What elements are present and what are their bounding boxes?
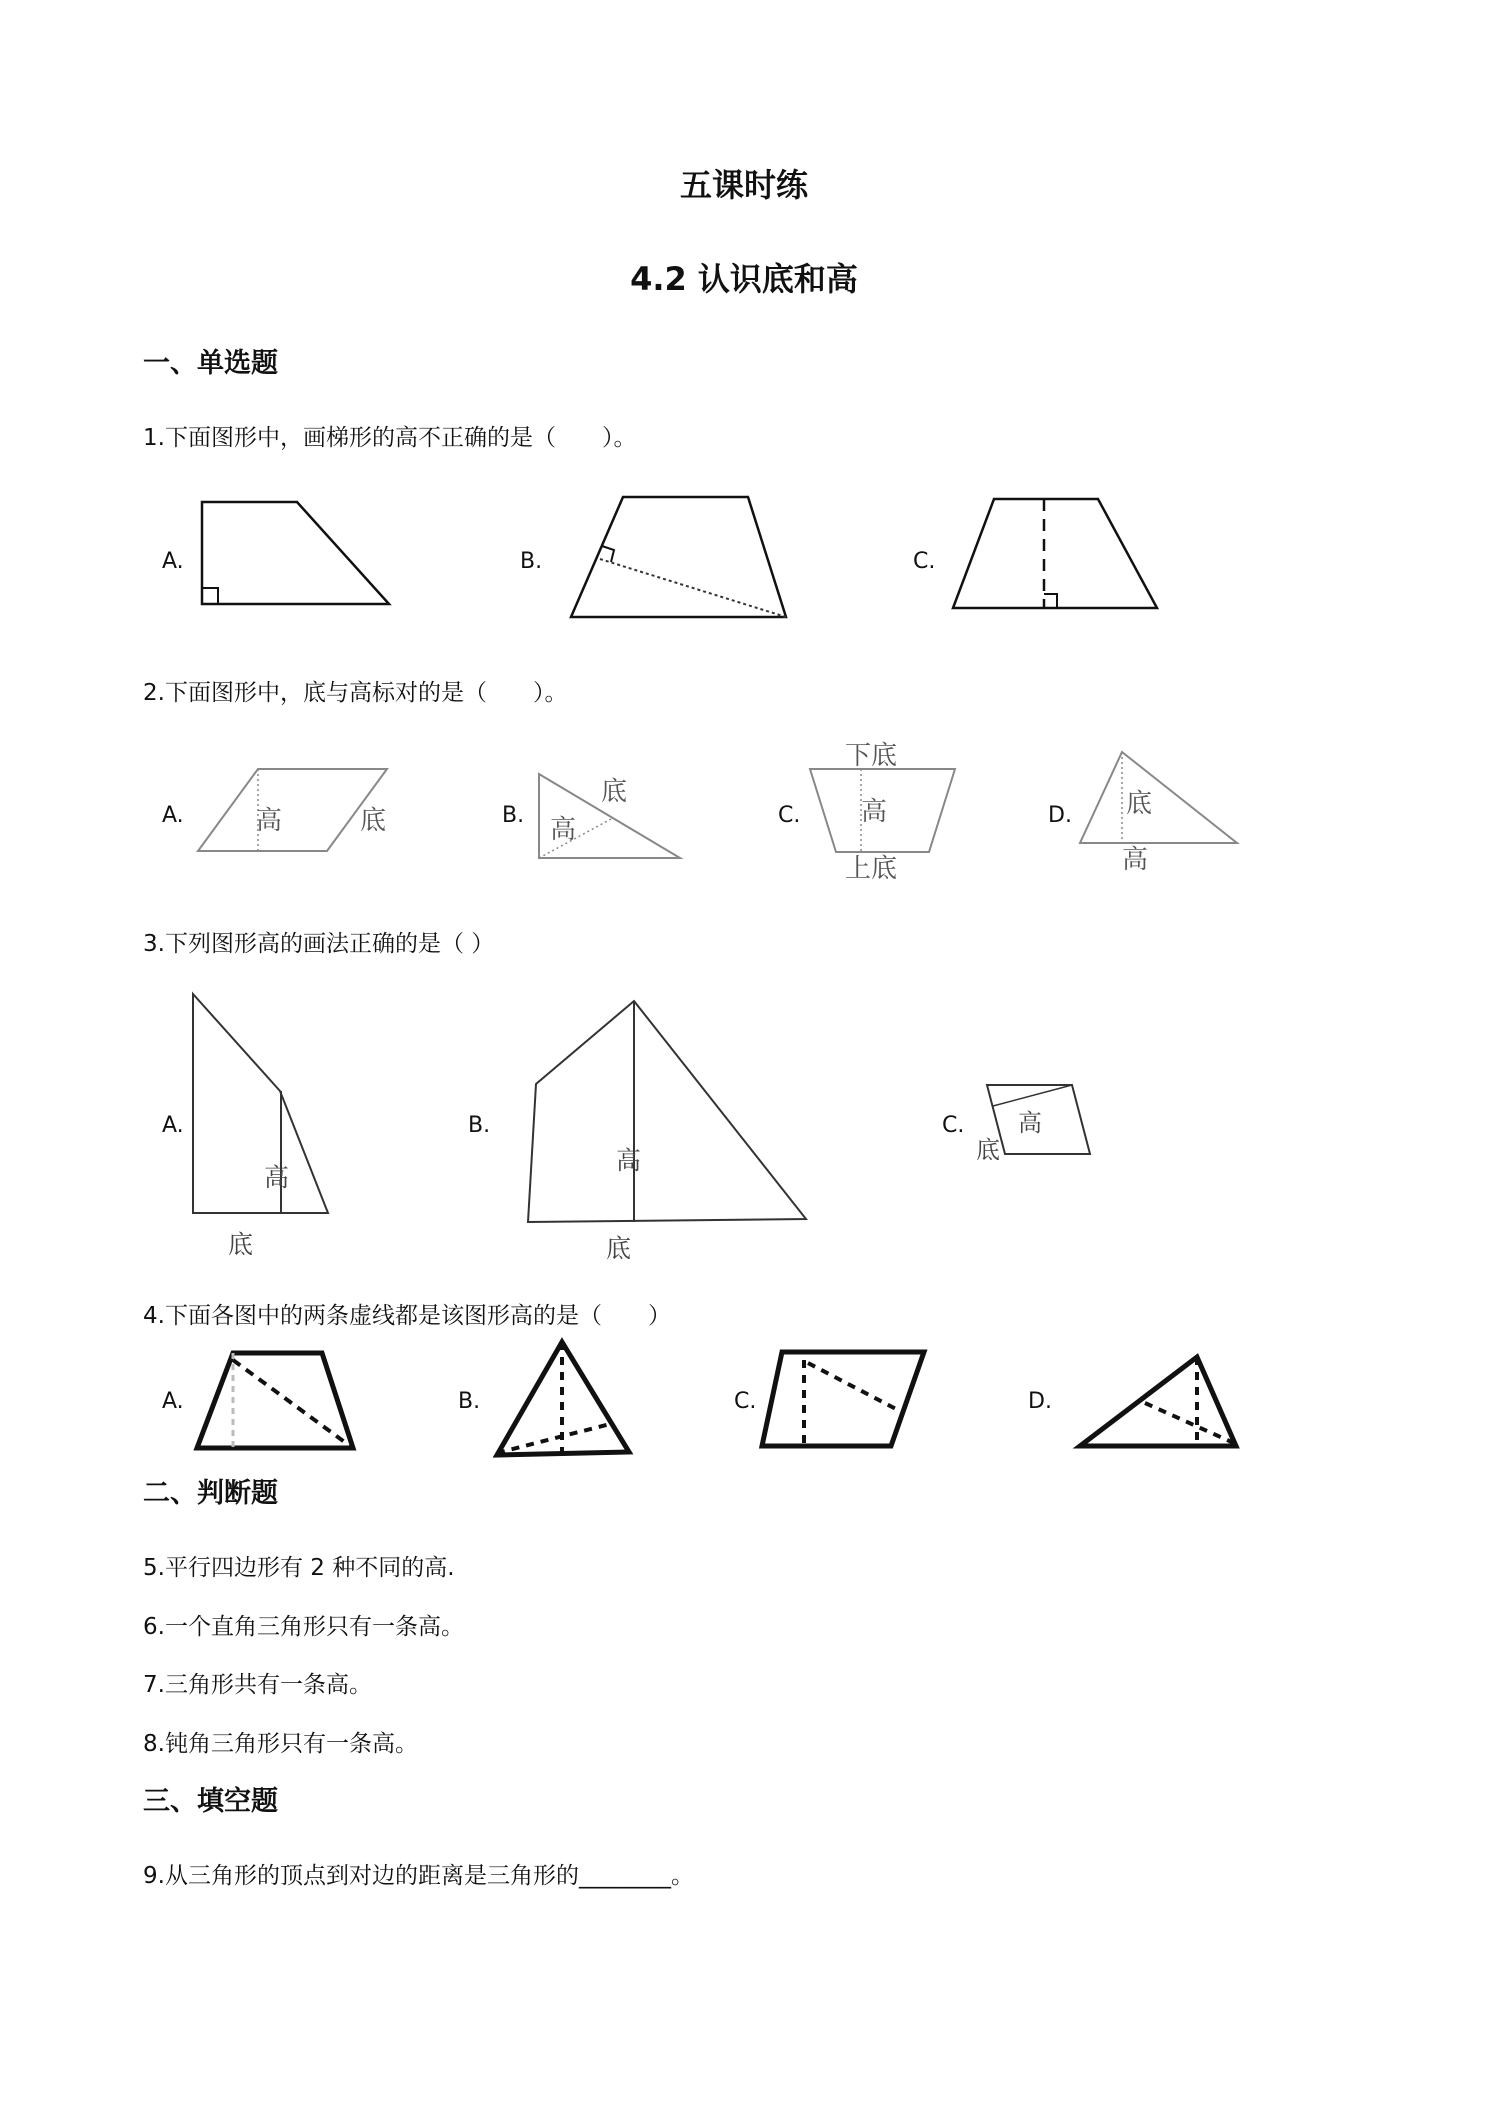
q3-option-a-label[interactable]: A. [162, 1113, 184, 1138]
q3b-height-label: 高 [616, 1146, 642, 1175]
q2d-base-label: 底 [1126, 789, 1153, 819]
q2c-height-label: 高 [861, 797, 888, 827]
q2a-base-label: 底 [360, 806, 387, 836]
q3c-base-label: 底 [976, 1136, 1000, 1164]
q2c-lower-base-label: 下底 [845, 741, 898, 771]
q2c-upper-base-label: 上底 [845, 854, 898, 884]
page-subtitle: 4.2 认识底和高 [630, 260, 858, 298]
q3a-height-label: 高 [264, 1163, 290, 1192]
section-heading-true-false: 二、判断题 [143, 1478, 278, 1509]
q3a-base-label: 底 [228, 1230, 254, 1259]
q4-option-c-label[interactable]: C. [734, 1389, 757, 1414]
q2-option-c-label[interactable]: C. [778, 803, 801, 828]
question-7: 7.三角形共有一条高。 [143, 1672, 372, 1698]
section-heading-fill-in: 三、填空题 [143, 1786, 278, 1817]
q3c-height-label: 高 [1018, 1109, 1042, 1137]
question-3: 3.下列图形高的画法正确的是（ ） [143, 931, 495, 957]
q2b-base-label: 底 [601, 777, 628, 807]
q3b-base-label: 底 [606, 1234, 632, 1263]
q1-option-c-label[interactable]: C. [913, 549, 936, 574]
question-1: 1.下面图形中，画梯形的高不正确的是（ ）。 [143, 425, 637, 451]
q3-option-c-label[interactable]: C. [942, 1113, 965, 1138]
question-6: 6.一个直角三角形只有一条高。 [143, 1614, 464, 1640]
question-2: 2.下面图形中，底与高标对的是（ ）。 [143, 680, 568, 706]
q2d-height-label: 高 [1122, 845, 1149, 875]
section-heading-single-choice: 一、单选题 [143, 348, 278, 379]
q2b-height-label: 高 [550, 815, 577, 845]
q4-option-d-label[interactable]: D. [1028, 1389, 1052, 1414]
q2-option-d-label[interactable]: D. [1048, 803, 1072, 828]
q2a-height-label: 高 [256, 806, 283, 836]
question-5: 5.平行四边形有 2 种不同的高. [143, 1555, 455, 1581]
question-8: 8.钝角三角形只有一条高。 [143, 1731, 418, 1757]
question-4: 4.下面各图中的两条虚线都是该图形高的是（ ） [143, 1303, 671, 1329]
q2-option-a-label[interactable]: A. [162, 803, 184, 828]
q2-option-b-label[interactable]: B. [502, 803, 525, 828]
question-9[interactable]: 9.从三角形的顶点到对边的距离是三角形的________。 [143, 1863, 694, 1889]
q1-option-a-label[interactable]: A. [162, 549, 184, 574]
q4-option-a-label[interactable]: A. [162, 1389, 184, 1414]
page-title: 五课时练 [679, 166, 808, 204]
q3-option-b-label[interactable]: B. [468, 1113, 491, 1138]
q1-option-b-label[interactable]: B. [520, 549, 543, 574]
q4-option-b-label[interactable]: B. [458, 1389, 481, 1414]
